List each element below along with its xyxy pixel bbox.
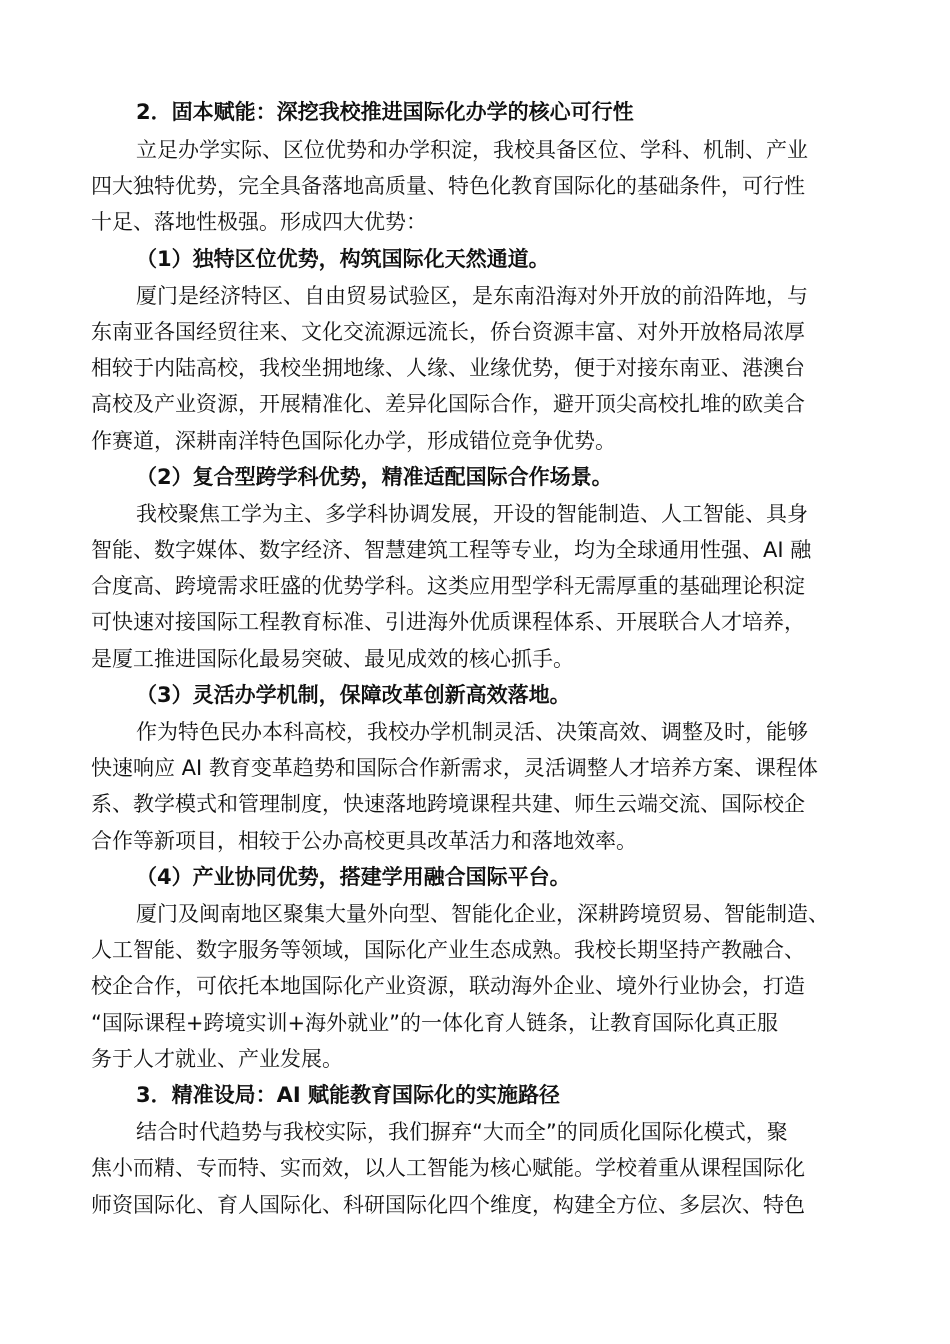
paragraph-line: 厦门是经济特区、自由贸易试验区，是东南沿海对外开放的前沿阵地，与 <box>136 284 808 308</box>
paragraph-line: 东南亚各国经贸往来、文化交流源远流长，侨台资源丰富、对外开放格局浓厚 <box>91 320 805 344</box>
paragraph-line: 立足办学实际、区位优势和办学积淀，我校具备区位、学科、机制、产业 <box>136 138 808 162</box>
paragraph-line: 可快速对接国际工程教育标准、引进海外优质课程体系、开展联合人才培养， <box>91 610 805 634</box>
subsection-heading: （4）产业协同优势，搭建学用融合国际平台。 <box>136 865 571 889</box>
paragraph-line: “国际课程+跨境实训+海外就业”的一体化育人链条，让教育国际化真正服 <box>91 1011 778 1035</box>
paragraph-line: 作赛道，深耕南洋特色国际化办学，形成错位竞争优势。 <box>91 429 616 453</box>
paragraph-line: 合作等新项目，相较于公办高校更具改革活力和落地效率。 <box>91 829 637 853</box>
paragraph-line: 高校及产业资源，开展精准化、差异化国际合作，避开顶尖高校扎堆的欧美合 <box>91 392 805 416</box>
subsection-heading: （2）复合型跨学科优势，精准适配国际合作场景。 <box>136 465 613 489</box>
paragraph-line: 智能、数字媒体、数字经济、智慧建筑工程等专业，均为全球通用性强、AI 融 <box>91 538 812 562</box>
paragraph-line: 务于人才就业、产业发展。 <box>91 1047 343 1071</box>
paragraph-line: 是厦工推进国际化最易突破、最见成效的核心抓手。 <box>91 647 574 671</box>
paragraph-line: 焦小而精、专而特、实而效，以人工智能为核心赋能。学校着重从课程国际化 <box>91 1156 805 1180</box>
paragraph-line: 十足、落地性极强。形成四大优势： <box>91 210 427 234</box>
paragraph-line: 相较于内陆高校，我校坐拥地缘、人缘、业缘优势，便于对接东南亚、港澳台 <box>91 356 805 380</box>
paragraph-line: 快速响应 AI 教育变革趋势和国际合作新需求，灵活调整人才培养方案、课程体 <box>91 756 818 780</box>
paragraph-line: 师资国际化、育人国际化、科研国际化四个维度，构建全方位、多层次、特色 <box>91 1193 805 1217</box>
subsection-heading: （3）灵活办学机制，保障改革创新高效落地。 <box>136 683 571 707</box>
paragraph-line: 作为特色民办本科高校，我校办学机制灵活、决策高效、调整及时，能够 <box>136 720 808 744</box>
paragraph-line: 系、教学模式和管理制度，快速落地跨境课程共建、师生云端交流、国际校企 <box>91 792 805 816</box>
paragraph-line: 厦门及闽南地区聚集大量外向型、智能化企业，深耕跨境贸易、智能制造、 <box>136 902 829 926</box>
section-heading: 3．精准设局：AI 赋能教育国际化的实施路径 <box>136 1083 560 1107</box>
paragraph-line: 人工智能、数字服务等领域，国际化产业生态成熟。我校长期坚持产教融合、 <box>91 938 805 962</box>
paragraph-line: 结合时代趋势与我校实际，我们摒弃“大而全”的同质化国际化模式，聚 <box>136 1120 788 1144</box>
paragraph-line: 校企合作，可依托本地国际化产业资源，联动海外企业、境外行业协会，打造 <box>91 974 805 998</box>
paragraph-line: 合度高、跨境需求旺盛的优势学科。这类应用型学科无需厚重的基础理论积淀 <box>91 574 805 598</box>
paragraph-line: 四大独特优势，完全具备落地高质量、特色化教育国际化的基础条件，可行性 <box>91 174 805 198</box>
subsection-heading: （1）独特区位优势，构筑国际化天然通道。 <box>136 247 550 271</box>
section-heading: 2．固本赋能：深挖我校推进国际化办学的核心可行性 <box>136 100 634 124</box>
paragraph-line: 我校聚焦工学为主、多学科协调发展，开设的智能制造、人工智能、具身 <box>136 502 808 526</box>
